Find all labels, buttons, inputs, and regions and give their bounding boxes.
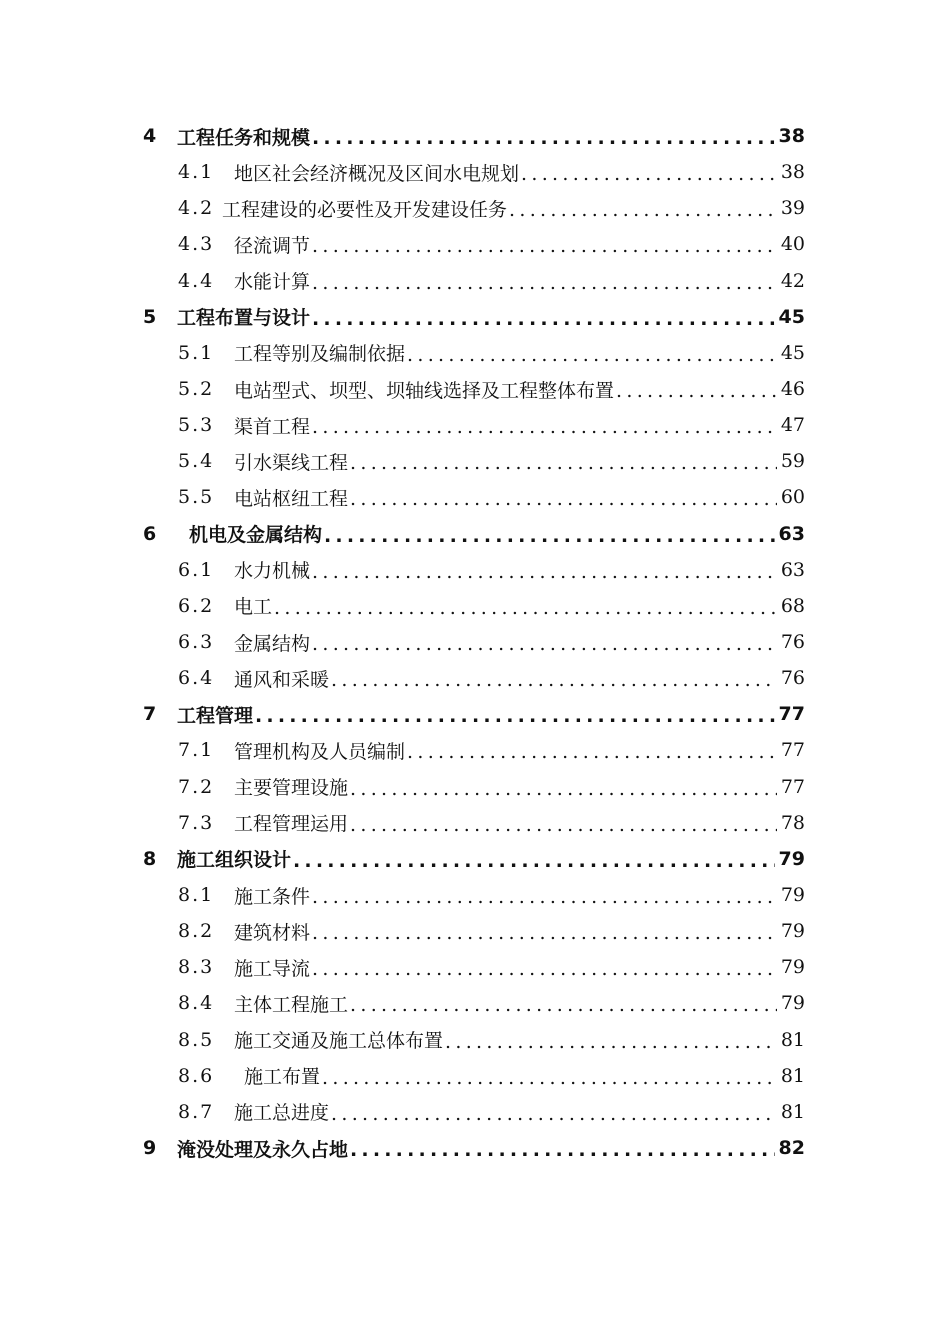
toc-entry-page-number: 39 xyxy=(780,197,805,220)
toc-section-entry[interactable] xyxy=(0,335,950,371)
toc-section-entry[interactable] xyxy=(0,769,950,805)
toc-entry-number: 5.3 xyxy=(178,414,215,437)
dot-leader xyxy=(350,488,777,510)
toc-section-entry[interactable] xyxy=(0,877,950,913)
toc-entry-page-number: 40 xyxy=(780,233,805,256)
toc-entry-page-number: 78 xyxy=(780,811,805,834)
toc-chapter-entry[interactable] xyxy=(0,1130,950,1166)
toc-entry-page-number: 45 xyxy=(780,341,805,364)
dot-leader xyxy=(293,850,775,872)
toc-entry-title: 建筑材料 xyxy=(234,921,311,944)
toc-entry-title: 水力机械 xyxy=(234,560,311,583)
toc-entry-title: 工程管理 xyxy=(177,704,254,727)
toc-section-entry[interactable] xyxy=(0,949,950,985)
toc-section-entry[interactable] xyxy=(0,985,950,1021)
dot-leader xyxy=(407,741,777,763)
toc-section-entry[interactable] xyxy=(0,190,950,226)
dot-leader xyxy=(350,778,777,800)
toc-entry-number: 8.6 xyxy=(178,1064,215,1087)
toc-entry-title: 通风和采暖 xyxy=(234,668,330,691)
toc-entry-title: 水能计算 xyxy=(234,271,311,294)
dot-leader xyxy=(312,958,777,980)
toc-entry-number: 5.5 xyxy=(178,486,215,509)
dot-leader xyxy=(331,1103,777,1125)
toc-section-entry[interactable] xyxy=(0,624,950,660)
dot-leader xyxy=(350,814,777,836)
toc-entry-page-number: 77 xyxy=(780,775,805,798)
toc-section-entry[interactable] xyxy=(0,263,950,299)
toc-entry-title: 施工布置 xyxy=(244,1066,321,1089)
toc-entry-number: 6.2 xyxy=(178,594,215,617)
dot-leader xyxy=(274,597,777,619)
dot-leader xyxy=(312,308,775,330)
toc-entry-number: 7.2 xyxy=(178,775,215,798)
toc-entry-page-number: 82 xyxy=(778,1137,805,1159)
toc-chapter-entry[interactable] xyxy=(0,118,950,154)
toc-entry-number: 4 xyxy=(143,125,157,148)
dot-leader xyxy=(312,235,777,257)
toc-entry-title: 工程布置与设计 xyxy=(177,307,311,330)
toc-entry-number: 4.4 xyxy=(178,269,215,292)
toc-entry-number: 5.1 xyxy=(178,341,215,364)
toc-entry-number: 6 xyxy=(143,522,157,545)
toc-entry-page-number: 60 xyxy=(780,486,805,509)
toc-entry-page-number: 38 xyxy=(780,161,805,184)
toc-section-entry[interactable] xyxy=(0,154,950,190)
toc-entry-page-number: 63 xyxy=(780,558,805,581)
toc-entry-page-number: 47 xyxy=(780,414,805,437)
toc-entry-number: 8 xyxy=(143,847,157,870)
toc-entry-number: 7.1 xyxy=(178,739,215,762)
toc-chapter-entry[interactable] xyxy=(0,299,950,335)
toc-section-entry[interactable] xyxy=(0,407,950,443)
toc-section-entry[interactable] xyxy=(0,1022,950,1058)
dot-leader xyxy=(407,344,777,366)
table-of-contents xyxy=(0,118,950,1166)
dot-leader xyxy=(616,380,777,402)
toc-entry-title: 金属结构 xyxy=(234,632,311,655)
dot-leader xyxy=(350,994,777,1016)
toc-entry-title: 施工导流 xyxy=(234,957,311,980)
toc-entry-number: 9 xyxy=(143,1137,157,1159)
toc-section-entry[interactable] xyxy=(0,552,950,588)
toc-entry-title: 施工条件 xyxy=(234,885,311,908)
toc-entry-title: 主要管理设施 xyxy=(234,777,349,800)
toc-entry-page-number: 81 xyxy=(780,1100,805,1123)
toc-section-entry[interactable] xyxy=(0,732,950,768)
toc-entry-number: 8.7 xyxy=(178,1100,215,1123)
toc-chapter-entry[interactable] xyxy=(0,696,950,732)
dot-leader xyxy=(521,163,777,185)
toc-entry-number: 8.4 xyxy=(178,992,215,1015)
dot-leader xyxy=(350,1139,775,1161)
toc-entry-page-number: 42 xyxy=(780,269,805,292)
dot-leader xyxy=(350,452,777,474)
toc-entry-number: 6.4 xyxy=(178,667,215,690)
toc-entry-number: 7.3 xyxy=(178,811,215,834)
toc-entry-title: 工程建设的必要性及开发建设任务 xyxy=(222,198,508,221)
toc-section-entry[interactable] xyxy=(0,1094,950,1130)
toc-section-entry[interactable] xyxy=(0,443,950,479)
toc-section-entry[interactable] xyxy=(0,913,950,949)
toc-entry-page-number: 38 xyxy=(778,125,805,148)
toc-entry-number: 4.2 xyxy=(178,197,215,220)
toc-section-entry[interactable] xyxy=(0,226,950,262)
toc-entry-title: 管理机构及人员编制 xyxy=(234,740,406,763)
toc-entry-title: 机电及金属结构 xyxy=(189,524,323,547)
toc-entry-page-number: 79 xyxy=(778,847,805,870)
toc-entry-title: 工程等别及编制依据 xyxy=(234,343,406,366)
toc-entry-number: 6.1 xyxy=(178,558,215,581)
toc-entry-title: 引水渠线工程 xyxy=(234,451,349,474)
toc-entry-title: 地区社会经济概况及区间水电规划 xyxy=(234,162,520,185)
toc-entry-number: 7 xyxy=(143,703,157,726)
toc-entry-page-number: 81 xyxy=(780,1028,805,1051)
toc-entry-title: 电工 xyxy=(234,596,273,619)
dot-leader xyxy=(445,1031,777,1053)
dot-leader xyxy=(312,272,777,294)
toc-entry-page-number: 79 xyxy=(780,884,805,907)
toc-entry-title: 电站型式、坝型、坝轴线选择及工程整体布置 xyxy=(234,379,615,402)
toc-entry-page-number: 59 xyxy=(780,450,805,473)
toc-section-entry[interactable] xyxy=(0,479,950,515)
toc-entry-page-number: 77 xyxy=(780,739,805,762)
toc-entry-number: 5 xyxy=(143,305,157,328)
toc-entry-page-number: 45 xyxy=(778,305,805,328)
toc-entry-page-number: 63 xyxy=(778,522,805,545)
dot-leader xyxy=(324,525,775,547)
dot-leader xyxy=(322,1067,777,1089)
toc-section-entry[interactable] xyxy=(0,1058,950,1094)
dot-leader xyxy=(312,561,777,583)
toc-chapter-entry[interactable] xyxy=(0,516,950,552)
toc-entry-number: 4.3 xyxy=(178,233,215,256)
toc-chapter-entry[interactable] xyxy=(0,841,950,877)
toc-entry-number: 8.3 xyxy=(178,956,215,979)
toc-entry-number: 8.2 xyxy=(178,920,215,943)
toc-entry-title: 渠首工程 xyxy=(234,415,311,438)
toc-entry-title: 电站枢纽工程 xyxy=(234,487,349,510)
toc-entry-page-number: 68 xyxy=(780,594,805,617)
toc-entry-title: 施工交通及施工总体布置 xyxy=(234,1030,444,1053)
dot-leader xyxy=(509,199,777,221)
toc-entry-page-number: 76 xyxy=(780,631,805,654)
dot-leader xyxy=(312,922,777,944)
toc-entry-title: 施工总进度 xyxy=(234,1102,330,1125)
toc-entry-page-number: 79 xyxy=(780,992,805,1015)
toc-entry-number: 8.5 xyxy=(178,1028,215,1051)
toc-section-entry[interactable] xyxy=(0,805,950,841)
toc-entry-number: 8.1 xyxy=(178,884,215,907)
toc-entry-number: 5.2 xyxy=(178,378,215,401)
toc-entry-page-number: 46 xyxy=(780,378,805,401)
toc-entry-title: 径流调节 xyxy=(234,234,311,257)
dot-leader xyxy=(312,886,777,908)
toc-entry-page-number: 79 xyxy=(780,920,805,943)
dot-leader xyxy=(312,633,777,655)
toc-entry-title: 淹没处理及永久占地 xyxy=(177,1138,349,1161)
toc-entry-number: 4.1 xyxy=(178,161,215,184)
toc-entry-title: 施工组织设计 xyxy=(177,849,292,872)
dot-leader xyxy=(331,669,777,691)
dot-leader xyxy=(255,705,775,727)
toc-section-entry[interactable] xyxy=(0,371,950,407)
toc-entry-number: 6.3 xyxy=(178,631,215,654)
toc-section-entry[interactable] xyxy=(0,588,950,624)
toc-entry-number: 5.4 xyxy=(178,450,215,473)
toc-section-entry[interactable] xyxy=(0,660,950,696)
toc-entry-page-number: 77 xyxy=(778,703,805,726)
toc-entry-page-number: 76 xyxy=(780,667,805,690)
toc-entry-title: 工程任务和规模 xyxy=(177,126,311,149)
toc-entry-title: 主体工程施工 xyxy=(234,993,349,1016)
dot-leader xyxy=(312,127,775,149)
dot-leader xyxy=(312,416,777,438)
toc-entry-page-number: 79 xyxy=(780,956,805,979)
toc-entry-title: 工程管理运用 xyxy=(234,813,349,836)
toc-entry-page-number: 81 xyxy=(780,1064,805,1087)
